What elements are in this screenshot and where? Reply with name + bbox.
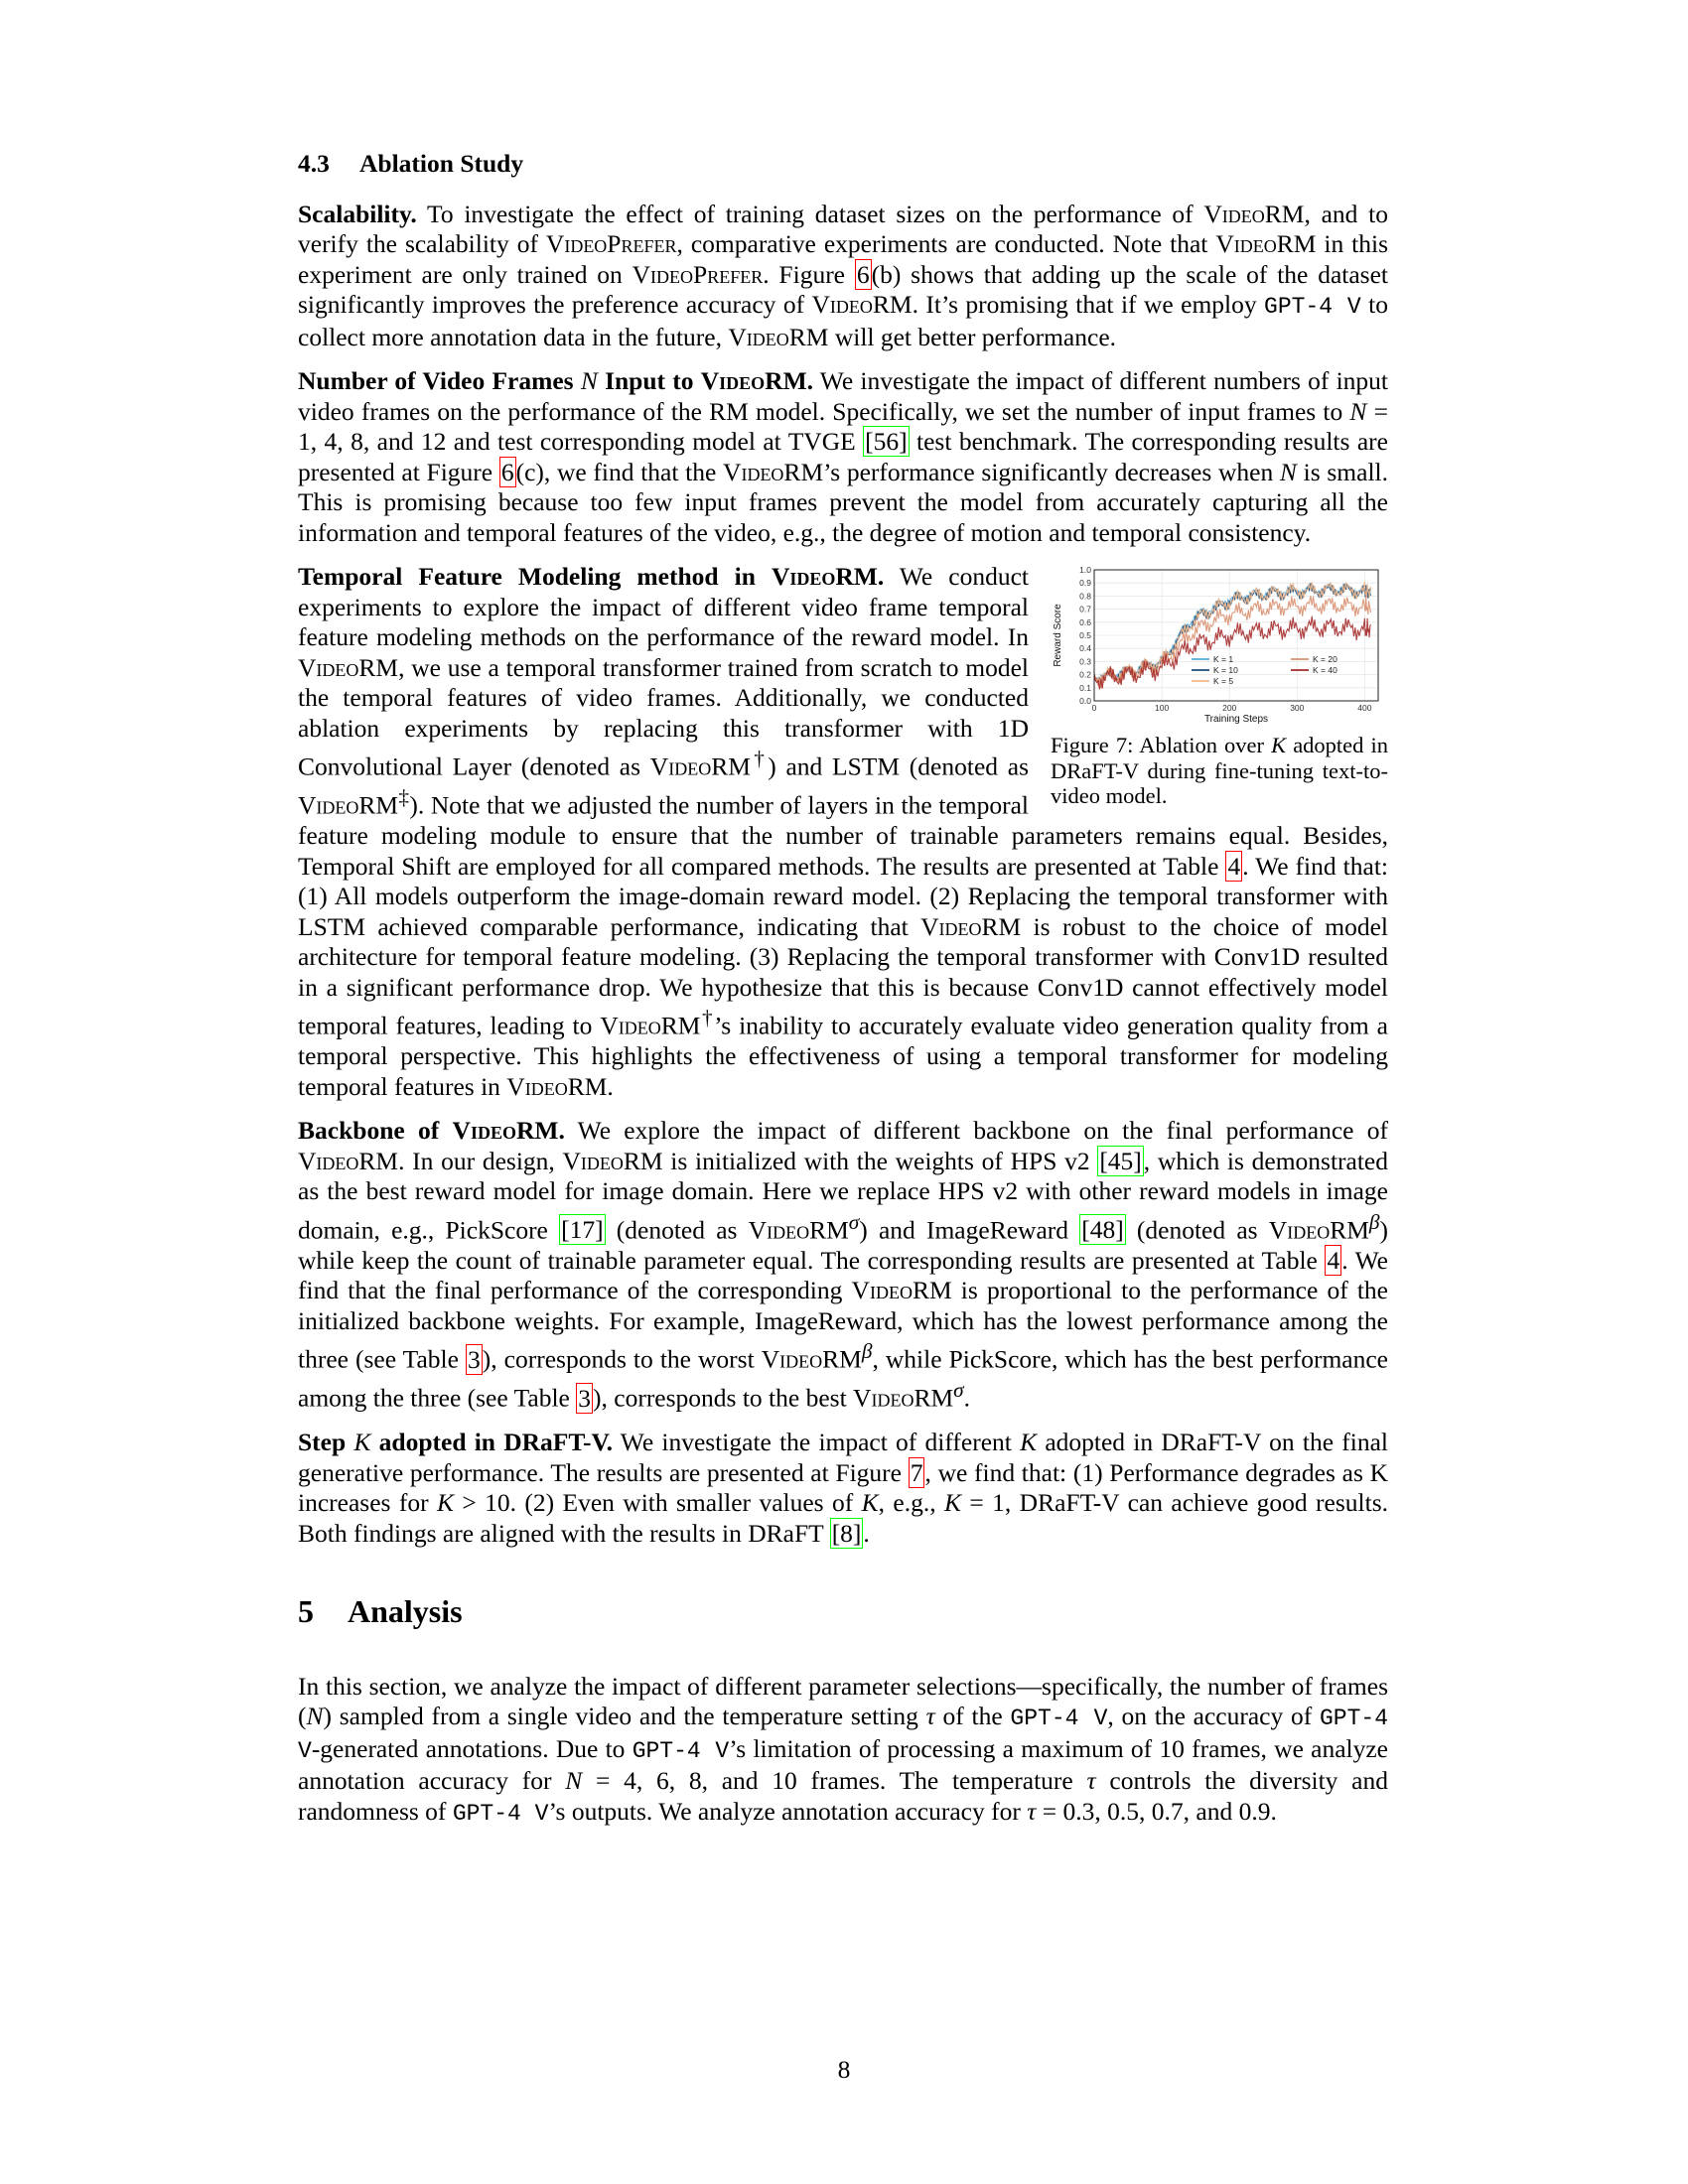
dagger-sup: † — [750, 747, 769, 770]
math-k: K — [353, 1428, 371, 1456]
videorm-name: VideoRM — [452, 1116, 559, 1145]
paragraph-temporal-wrap — [298, 562, 1388, 1102]
text-run: ). Note that we adjusted the number of layers in the temporal feature modeling module to ensure that the number of trainable parameters remains equal. Besides, Temporal Shift are employed for all compared methods. The results are presented at Table — [298, 790, 1388, 881]
paragraph-lead — [298, 1428, 613, 1456]
math-tau: τ — [1027, 1796, 1037, 1826]
videorm-name: VideoRM — [723, 457, 824, 486]
videorm-name: VideoRM — [771, 562, 878, 591]
videorm-name: VideoRM — [748, 1215, 849, 1244]
videorm-name: VideoRM — [649, 751, 751, 781]
paragraph-lead: Scalability. — [298, 199, 417, 228]
videorm-name: VideoRM — [811, 290, 913, 319]
paragraph-backbone — [298, 1116, 1388, 1414]
videorm-name: VideoRM — [298, 790, 399, 820]
text-run: Step — [298, 1428, 354, 1456]
citation-link[interactable]: [17] — [561, 1215, 604, 1244]
y-tick-label: 1.0 — [1079, 565, 1091, 575]
text-run: (c), we find that the — [515, 457, 724, 486]
section-heading-5 — [298, 1593, 1388, 1629]
figure-link[interactable]: 6 — [856, 259, 870, 289]
x-tick-label: 300 — [1290, 703, 1305, 713]
math-k: K — [861, 1488, 879, 1517]
reward-score-chart — [1051, 562, 1388, 731]
legend-label: K = 20 — [1313, 654, 1337, 664]
math-n: N — [565, 1766, 583, 1795]
videorm-name: VideoRM — [851, 1276, 952, 1304]
figure-link[interactable]: 7 — [910, 1457, 923, 1487]
section-number: 4.3 — [298, 149, 330, 178]
text-run: ’s inability to accurately evaluate video generation quality from a temporal perspective. This highlights the effectiveness of using a temporal transformer for modeling temporal features in — [298, 1011, 1388, 1101]
videorm-name: VideoRM — [700, 366, 807, 395]
text-run: . In our design, — [398, 1146, 563, 1175]
x-tick-label: 200 — [1222, 703, 1237, 713]
text-run: , while PickScore, which has the best performance among the three (see Table — [298, 1344, 1388, 1413]
videoprefer-name: VideoPrefer — [632, 259, 764, 289]
y-tick-label: 0.1 — [1079, 682, 1091, 693]
caption-label: Figure 7: — [1051, 733, 1134, 757]
videorm-name: VideoRM — [761, 1344, 862, 1374]
videorm-name: VideoRM — [298, 652, 399, 682]
text-run: We conduct experiments to explore the impact of different video frame temporal feature modeling methods on the performance of the reward model. In — [298, 562, 1029, 651]
paragraph-lead — [298, 562, 884, 591]
text-run: ’s performance significantly decreases when — [823, 457, 1280, 486]
table-link[interactable]: 4 — [1227, 851, 1241, 881]
videorm-name: VideoRM — [1203, 199, 1305, 228]
text-run: = 0.3, 0.5, 0.7, and 0.9. — [1036, 1796, 1277, 1826]
table-link[interactable]: 4 — [1327, 1245, 1340, 1275]
text-run: = 1, DRaFT-V can achieve good results. Both findings are aligned with the results in DRaFT — [298, 1488, 1388, 1548]
math-k: K — [436, 1488, 454, 1517]
text-run: , and to verify the scalability of — [298, 199, 1388, 258]
y-tick-label: 0.8 — [1079, 591, 1091, 602]
videorm-name: VideoRM — [298, 1146, 399, 1175]
citation-link[interactable]: [48] — [1081, 1215, 1124, 1244]
section-title: Ablation Study — [359, 149, 524, 178]
math-n: N — [580, 366, 598, 395]
y-tick-label: 0.7 — [1079, 604, 1091, 614]
text-run: . — [963, 1383, 970, 1413]
citation-link[interactable]: [8] — [831, 1518, 862, 1548]
text-run: , on the accuracy of — [1107, 1702, 1320, 1730]
legend-label: K = 10 — [1213, 665, 1238, 675]
text-run: , comparative experiments are conducted. Note that — [676, 229, 1216, 258]
x-tick-label: 0 — [1091, 703, 1097, 713]
text-run: of the — [934, 1702, 1011, 1730]
text-run: ) while keep the count of trainable parameter equal. The corresponding results are presented at Table — [298, 1215, 1388, 1275]
y-tick-label: 0.4 — [1079, 643, 1091, 654]
text-run: . — [877, 562, 885, 591]
y-axis-label: Reward Score — [1053, 604, 1063, 667]
figure-caption — [1051, 733, 1388, 809]
text-run: . It’s promising that if we employ — [912, 290, 1265, 319]
text-run: adopted in DRaFT-V on the final generative performance. The results are presented at Figure — [298, 1428, 1388, 1487]
math-n: N — [1349, 396, 1367, 426]
text-run: ) and ImageReward — [859, 1215, 1080, 1244]
text-run: will get better performance. — [828, 322, 1117, 351]
videorm-name: VideoRM — [562, 1146, 663, 1175]
text-run: , e.g., — [878, 1488, 944, 1517]
text-run: Number of Video Frames — [298, 366, 581, 395]
beta-sup: β — [1368, 1209, 1380, 1234]
text-run: ) and LSTM (denoted as — [768, 751, 1029, 781]
text-run: ), corresponds to the best — [593, 1383, 854, 1413]
text-run: . — [863, 1518, 870, 1548]
videorm-name: VideoRM — [600, 1011, 701, 1040]
section-heading-4-3 — [298, 149, 1388, 180]
figure-link[interactable]: 6 — [500, 457, 514, 486]
citation-link[interactable]: [45] — [1099, 1146, 1142, 1175]
text-run: . — [607, 1071, 614, 1101]
text-run: We investigate the impact of different numbers of input video frames on the performance of the RM model. Specifically, we set the number of input frames to — [298, 366, 1389, 426]
text-run: We investigate the impact of different — [613, 1428, 1021, 1456]
x-tick-label: 400 — [1357, 703, 1372, 713]
paragraph-lead — [298, 366, 813, 395]
text-run: . Figure — [763, 259, 855, 289]
paragraph-analysis — [298, 1672, 1388, 1830]
x-axis-label: Training Steps — [1203, 714, 1269, 725]
text-run: > 10. (2) Even with smaller values of — [453, 1488, 862, 1517]
math-n: N — [1279, 457, 1297, 486]
text-run: controls the diversity and randomness of — [298, 1766, 1388, 1826]
videorm-name: VideoRM — [853, 1383, 954, 1413]
figure-7 — [1051, 562, 1388, 809]
text-run: test benchmark. The corresponding results are presented at Figure — [298, 427, 1388, 486]
y-tick-label: 0.3 — [1079, 656, 1091, 667]
y-tick-label: 0.6 — [1079, 616, 1091, 627]
text-run: is proportional to the performance of the initialized backbone weights. For example, ImageReward, which has the lowest performance among the three (see Table — [298, 1276, 1388, 1374]
text-run: adopted in DRaFT-V. — [370, 1428, 614, 1456]
videorm-name: VideoRM — [728, 322, 829, 351]
gpt4v-name: GPT-4 V — [1010, 1706, 1108, 1731]
math-n: N — [306, 1702, 324, 1730]
citation-link[interactable]: [56] — [865, 427, 908, 456]
text-run: -generated annotations. Due to — [311, 1733, 633, 1763]
videorm-name: VideoRM — [1215, 229, 1317, 258]
table-link[interactable]: 3 — [578, 1383, 592, 1413]
paragraph-step-k — [298, 1428, 1388, 1549]
math-k: K — [943, 1488, 961, 1517]
text-run: adopted in DRaFT-V during fine-tuning text-to-video model. — [1051, 733, 1389, 808]
text-run: , we use a temporal transformer trained from scratch to model the temporal features of video frames. Additionally, we conducted ablation experiments by replacing this transformer with 1D Convolutional Layer (denoted as — [298, 652, 1029, 781]
paragraph-scalability — [298, 200, 1388, 353]
section-title: Analysis — [348, 1593, 463, 1629]
y-tick-label: 0.5 — [1079, 630, 1091, 640]
y-tick-label: 0.2 — [1079, 669, 1091, 680]
text-run: ’s outputs. We analyze annotation accuracy for — [548, 1796, 1028, 1826]
text-run: is robust to the choice of model architecture for temporal feature modeling. (3) Replacing the temporal transformer with Conv1D resulted in a significant performance drop. We hypothesize that this is because Conv1D cannot effectively model temporal features, leading to — [298, 911, 1388, 1040]
text-run: ) sampled from a single video and the temperature setting — [323, 1702, 926, 1730]
text-run: (denoted as — [1125, 1215, 1269, 1244]
math-tau: τ — [1086, 1766, 1096, 1795]
x-tick-label: 100 — [1155, 703, 1170, 713]
table-link[interactable]: 3 — [467, 1344, 481, 1374]
text-run: Ablation over — [1139, 733, 1272, 757]
dagger-sup: † — [700, 1006, 715, 1029]
paragraph-lead — [298, 1116, 565, 1145]
text-run: = 4, 6, 8, and 10 frames. The temperature — [582, 1766, 1087, 1795]
y-tick-label: 0.9 — [1079, 578, 1091, 589]
ddagger-sup: ‡ — [398, 785, 410, 809]
math-k: K — [1271, 733, 1287, 757]
text-run: in this experiment are only trained on — [298, 229, 1388, 289]
gpt4v-name: GPT-4 V — [452, 1800, 549, 1827]
text-run: ’s limitation of processing a maximum of 10 frames, we analyze annotation accuracy for — [298, 1733, 1389, 1795]
text-run: . — [558, 1116, 565, 1145]
legend-label: K = 5 — [1213, 676, 1234, 686]
text-run: To investigate the effect of training dataset sizes on the performance of — [416, 199, 1204, 228]
text-run: . We find that the final performance of the corresponding — [298, 1245, 1388, 1304]
y-tick-label: 0.0 — [1079, 696, 1091, 706]
gpt4v-name: GPT-4 V — [1264, 294, 1361, 320]
gpt4v-name: GPT-4 V — [298, 1706, 1388, 1764]
text-run: In this section, we analyze the impact of different parameter selections—specifically, the number of frames ( — [298, 1671, 1388, 1730]
text-run: to collect more annotation data in the future, — [298, 290, 1389, 351]
paper-page — [298, 149, 1388, 1843]
math-tau: τ — [925, 1702, 935, 1730]
videorm-name: VideoRM — [920, 911, 1022, 941]
sigma-sup: σ — [953, 1378, 964, 1402]
sigma-sup: σ — [848, 1209, 860, 1234]
text-run: is small. This is promising because too few input frames prevent the model from accurately capturing all the information and temporal features of the video, e.g., the degree of motion and temporal consistency. — [298, 457, 1388, 547]
text-run: (b) shows that adding up the scale of the dataset significantly improves the preference accuracy of — [298, 259, 1388, 319]
page-number: 8 — [837, 2055, 851, 2084]
text-run: , we find that: (1) Performance degrades as K increases for — [298, 1457, 1388, 1517]
text-run: (denoted as — [605, 1215, 749, 1244]
videorm-name: VideoRM — [1268, 1215, 1369, 1244]
math-k: K — [1020, 1428, 1038, 1456]
gpt4v-name: GPT-4 V — [632, 1737, 730, 1764]
paragraph-video-frames — [298, 366, 1388, 548]
text-run: Input to — [597, 366, 701, 395]
text-run: . We find that: (1) All models outperform the image-domain reward model. (2) Replacing the temporal transformer with LSTM achieved comparable performance, indicating that — [298, 851, 1388, 941]
videoprefer-name: VideoPrefer — [545, 229, 677, 258]
text-run: . — [806, 366, 814, 395]
text-run: We explore the impact of different backbone on the final performance of — [564, 1116, 1388, 1145]
videorm-name: VideoRM — [506, 1071, 608, 1101]
text-run: Backbone of — [298, 1116, 453, 1145]
text-run: , which is demonstrated as the best reward model for image domain. Here we replace HPS v2 with other reward models in image domain, e.g., PickScore — [298, 1146, 1389, 1244]
text-run: ), corresponds to the worst — [482, 1344, 762, 1374]
legend-label: K = 1 — [1213, 654, 1234, 664]
text-run: Temporal Feature Modeling method in — [298, 562, 772, 591]
beta-sup: β — [861, 1339, 873, 1363]
legend-label: K = 40 — [1313, 665, 1337, 675]
text-run: = 1, 4, 8, and 12 and test corresponding model at TVGE — [298, 396, 1388, 456]
text-run: is initialized with the weights of HPS v2 — [662, 1146, 1098, 1175]
section-number: 5 — [298, 1593, 314, 1629]
